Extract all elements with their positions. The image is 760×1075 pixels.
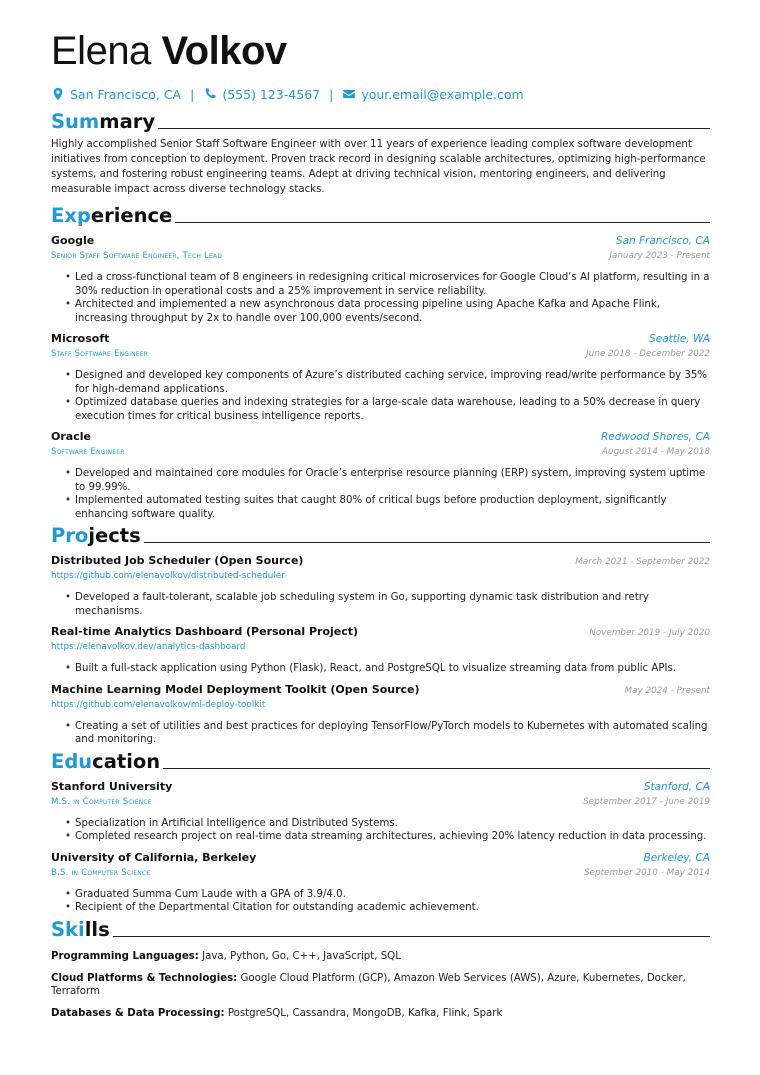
map-marker-icon xyxy=(51,87,65,101)
bullet-item: • Developed a fault-tolerant, scalable job scheduling system in Go, supporting dynamic task distribution and retry mechanisms. xyxy=(65,591,710,618)
project-entry xyxy=(51,553,710,618)
bullet-item: • Optimized database queries and indexing strategies for a large-scale data warehouse, leading to a 50% decrease in query execution times for critical business intelligence reports. xyxy=(65,396,710,423)
first-name: Elena xyxy=(51,29,151,73)
school-location: Berkeley, CA xyxy=(643,851,710,864)
last-name: Volkov xyxy=(161,29,287,73)
company-location: Seattle, WA xyxy=(649,333,710,345)
bullet-item: • Completed research project on real-time data streaming architectures, achieving 20% latency reduction in data processing. xyxy=(65,830,710,844)
projects-heading xyxy=(51,525,710,547)
bullet-item: • Creating a set of utilities and best practices for deploying TensorFlow/PyTorch models to Kubernetes with automated scaling and monitoring. xyxy=(65,720,710,747)
project-entry xyxy=(51,624,710,676)
bullet-item: • Implemented automated testing suites that caught 80% of critical bugs before production deployment, significantly enhancing software quality. xyxy=(65,494,710,521)
contact-separator: | xyxy=(329,86,334,102)
degree: B.S. in Computer Science xyxy=(51,867,151,878)
envelope-icon xyxy=(342,87,356,101)
education-entry xyxy=(51,779,710,844)
experience-entry-google xyxy=(51,233,710,325)
company-name: Google xyxy=(51,234,95,247)
company-location: Redwood Shores, CA xyxy=(600,431,710,443)
section-title-rest: lls xyxy=(84,917,110,941)
section-title xyxy=(51,205,172,227)
contact-location xyxy=(51,87,181,102)
job-dates: January 2023 - Present xyxy=(609,251,710,261)
section-title xyxy=(51,525,141,547)
section-rule xyxy=(144,542,710,543)
school-location: Stanford, CA xyxy=(643,780,710,793)
contact-phone[interactable] xyxy=(203,87,320,102)
phone-text: (555) 123-4567 xyxy=(222,86,321,102)
project-dates: November 2019 - July 2020 xyxy=(589,628,710,638)
project-name: Machine Learning Model Deployment Toolkit (Open Source) xyxy=(51,682,420,696)
project-name: Distributed Job Scheduler (Open Source) xyxy=(51,554,304,567)
contact-line xyxy=(51,85,710,103)
summary-text: Highly accomplished Senior Staff Software Engineer with over 11 years of experience leading complex software development initiatives from conception to deployment. Proven track record in designing scalable architectures, optimizing high-performance systems, and fostering robust engineering teams. Adept at driving technical vision, mentoring engineers, and delivering measurable impact across diverse technology stacks. xyxy=(51,139,706,195)
section-title-rest: cation xyxy=(92,749,161,773)
bullet-item: • Led a cross-functional team of 8 engineers in redesigning critical microservices for Google Cloud’s AI platform, resulting in a 30% reduction in operational costs and a 25% improvement in service reliability. xyxy=(65,271,710,298)
bullet-list xyxy=(51,467,710,521)
education-entry xyxy=(51,850,710,915)
job-dates: August 2014 - May 2018 xyxy=(601,447,710,457)
section-title-accent: Pro xyxy=(51,524,89,547)
education-heading xyxy=(51,751,710,773)
project-dates: March 2021 - September 2022 xyxy=(575,557,710,567)
skill-value: PostgreSQL, Cassandra, MongoDB, Kafka, Flink, Spark xyxy=(227,1007,503,1019)
job-role: Software Engineer xyxy=(51,447,125,457)
experience-heading xyxy=(51,205,710,227)
company-name: Oracle xyxy=(51,430,91,443)
bullet-item: • Developed and maintained core modules for Oracle’s enterprise resource planning (ERP) system, improving system uptime to 99.99%. xyxy=(65,467,710,494)
school-name: Stanford University xyxy=(51,779,173,793)
section-title-accent: Exp xyxy=(51,204,91,227)
section-title-rest: mary xyxy=(99,110,156,133)
project-dates: May 2024 - Present xyxy=(624,685,710,696)
email-text: your.email@example.com xyxy=(361,86,524,102)
bullet-item: • Built a full-stack application using Python (Flask), React, and PostgreSQL to visualize streaming data from public APIs. xyxy=(65,662,710,676)
skill-line xyxy=(51,1007,710,1020)
section-title xyxy=(51,919,110,941)
section-rule xyxy=(175,222,710,223)
bullet-item: • Designed and developed key components of Azure’s distributed caching service, improving read/write performance by 35% for high-demand applications. xyxy=(65,369,710,396)
contact-email[interactable] xyxy=(342,87,523,102)
bullet-item: • Architected and implemented a new asynchronous data processing pipeline using Apache Kafka and Apache Flink, increasing throughput by 2x to handle over 100,000 events/second. xyxy=(65,298,710,325)
section-title-rest: jects xyxy=(88,524,141,547)
skills-heading xyxy=(51,919,710,941)
candidate-name xyxy=(51,28,710,74)
skill-line xyxy=(51,972,710,998)
bullet-list xyxy=(51,662,710,676)
section-rule xyxy=(163,768,710,769)
project-name: Real-time Analytics Dashboard (Personal Project) xyxy=(51,625,359,638)
job-role: Senior Staff Software Engineer, Tech Lead xyxy=(51,251,223,261)
project-link[interactable]: https://github.com/elenavolkov/distributed-scheduler xyxy=(51,571,285,581)
skill-label: Programming Languages: xyxy=(51,950,199,962)
skills-list xyxy=(51,950,710,1020)
section-title xyxy=(51,111,155,133)
contact-separator: | xyxy=(190,86,195,102)
job-role: Staff Software Engineer xyxy=(51,349,149,359)
bullet-list xyxy=(51,271,710,325)
skill-label: Databases & Data Processing: xyxy=(51,1007,225,1019)
project-entry xyxy=(51,682,710,747)
project-link[interactable]: https://github.com/elenavolkov/ml-deploy-toolkit xyxy=(51,699,266,710)
skill-value: Google Cloud Platform (GCP), Amazon Web Services (AWS), Azure, Kubernetes, Docker, Terraform xyxy=(51,972,686,997)
section-title-accent: Edu xyxy=(51,749,93,773)
experience-entry-oracle xyxy=(51,429,710,521)
job-dates: June 2018 - December 2022 xyxy=(586,349,710,359)
section-title-rest: erience xyxy=(90,204,173,227)
degree: M.S. in Computer Science xyxy=(51,796,152,807)
section-title-accent: Ski xyxy=(51,917,85,941)
bullet-item: • Recipient of the Departmental Citation for outstanding academic achievement. xyxy=(65,901,710,915)
education-dates: September 2017 - June 2019 xyxy=(583,796,710,807)
section-rule xyxy=(158,128,710,129)
education-dates: September 2010 - May 2014 xyxy=(584,867,710,878)
company-name: Microsoft xyxy=(51,332,110,345)
bullet-list xyxy=(51,591,710,618)
bullet-list xyxy=(51,369,710,423)
skill-line xyxy=(51,950,710,963)
section-title xyxy=(51,751,160,773)
school-name: University of California, Berkeley xyxy=(51,850,257,864)
skill-value: Java, Python, Go, C++, JavaScript, SQL xyxy=(202,950,401,962)
location-text: San Francisco, CA xyxy=(70,86,182,102)
skill-label: Cloud Platforms & Technologies: xyxy=(51,972,238,984)
bullet-list xyxy=(51,888,710,915)
bullet-item: • Specialization in Artificial Intelligence and Distributed Systems. xyxy=(65,817,710,831)
project-link[interactable]: https://elenavolkov.dev/analytics-dashboard xyxy=(51,642,246,652)
company-location: San Francisco, CA xyxy=(615,235,710,247)
section-rule xyxy=(113,936,710,937)
experience-entry-microsoft xyxy=(51,331,710,423)
section-title-accent: Sum xyxy=(51,110,100,133)
phone-icon xyxy=(203,87,217,101)
bullet-list xyxy=(51,720,710,747)
bullet-item: • Graduated Summa Cum Laude with a GPA of 3.9/4.0. xyxy=(65,888,710,902)
summary-heading xyxy=(51,111,710,133)
bullet-list xyxy=(51,817,710,844)
